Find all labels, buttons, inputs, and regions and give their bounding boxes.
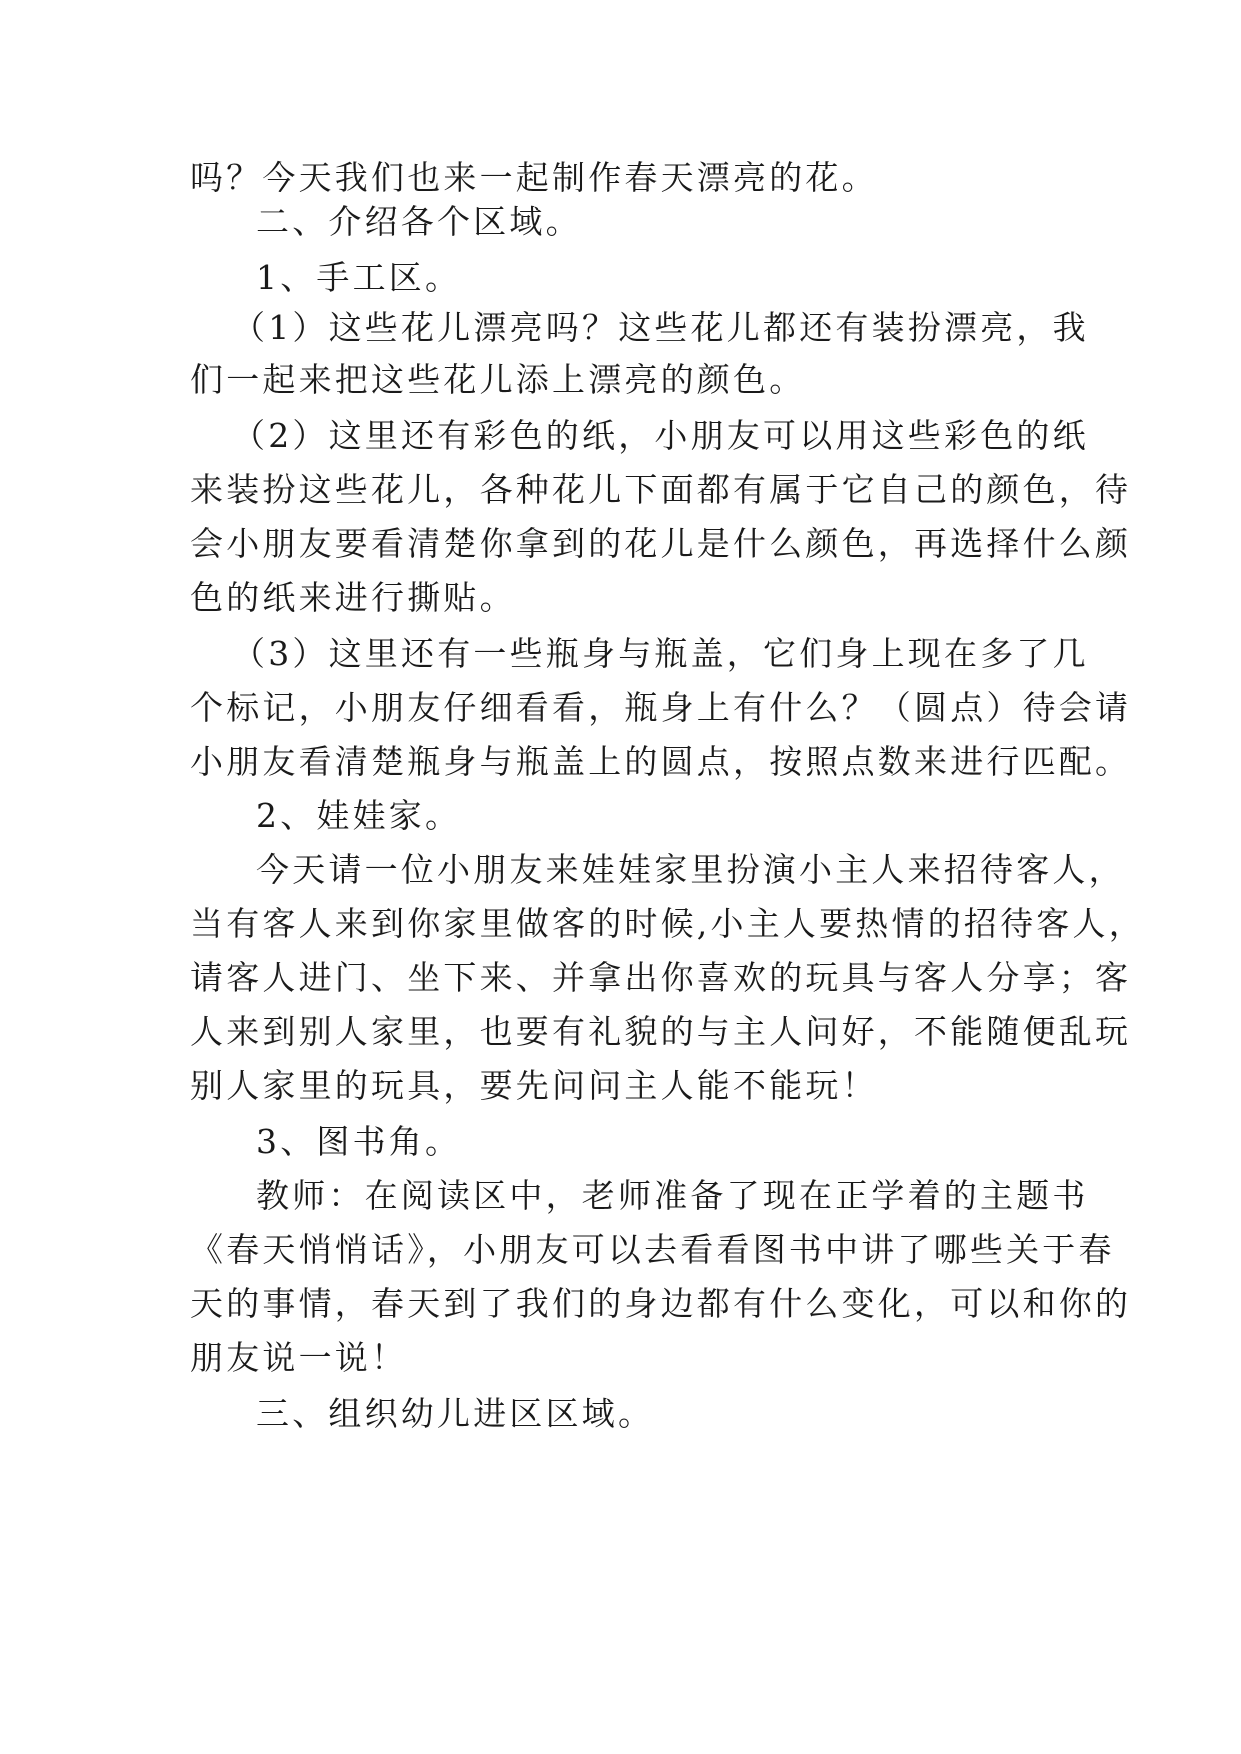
- text-line: 人来到别人家里，也要有礼貌的与主人问好，不能随便乱玩: [190, 1012, 1132, 1051]
- text-line: 小朋友看清楚瓶身与瓶盖上的圆点，按照点数来进行匹配。: [190, 742, 1132, 781]
- text-line: （2）这里还有彩色的纸，小朋友可以用这些彩色的纸: [232, 416, 1089, 455]
- text-line: 天的事情，春天到了我们的身边都有什么变化，可以和你的: [190, 1284, 1132, 1323]
- text-line: （3）这里还有一些瓶身与瓶盖，它们身上现在多了几: [232, 634, 1089, 673]
- subsection-heading: 1、手工区。: [256, 258, 462, 297]
- section-heading: 二、介绍各个区域。: [256, 202, 582, 241]
- text-line: 教师：在阅读区中，老师准备了现在正学着的主题书: [256, 1176, 1089, 1215]
- text-line: 《春天悄悄话》，小朋友可以去看看图书中讲了哪些关于春: [190, 1230, 1115, 1269]
- text-line: 色的纸来进行撕贴。: [190, 578, 516, 617]
- text-line: 个标记，小朋友仔细看看，瓶身上有什么？（圆点）待会请: [190, 688, 1132, 727]
- text-line: 来装扮这些花儿，各种花儿下面都有属于它自己的颜色，待: [190, 470, 1132, 509]
- subsection-heading: 2、娃娃家。: [256, 796, 462, 835]
- text-line: 们一起来把这些花儿添上漂亮的颜色。: [190, 360, 806, 399]
- text-line: 会小朋友要看清楚你拿到的花儿是什么颜色，再选择什么颜: [190, 524, 1132, 563]
- section-heading: 三、组织幼儿进区区域。: [256, 1394, 655, 1433]
- text-line: 吗？今天我们也来一起制作春天漂亮的花。: [190, 158, 878, 197]
- text-line: 今天请一位小朋友来娃娃家里扮演小主人来招待客人，: [256, 850, 1125, 889]
- text-line: 朋友说一说！: [190, 1338, 408, 1377]
- subsection-heading: 3、图书角。: [256, 1122, 462, 1161]
- text-line: （1）这些花儿漂亮吗？这些花儿都还有装扮漂亮，我: [232, 308, 1089, 347]
- text-line: 当有客人来到你家里做客的时候,小主人要热情的招待客人，: [190, 904, 1145, 943]
- text-line: 别人家里的玩具，要先问问主人能不能玩！: [190, 1066, 878, 1105]
- text-line: 请客人进门、坐下来、并拿出你喜欢的玩具与客人分享；客: [190, 958, 1132, 997]
